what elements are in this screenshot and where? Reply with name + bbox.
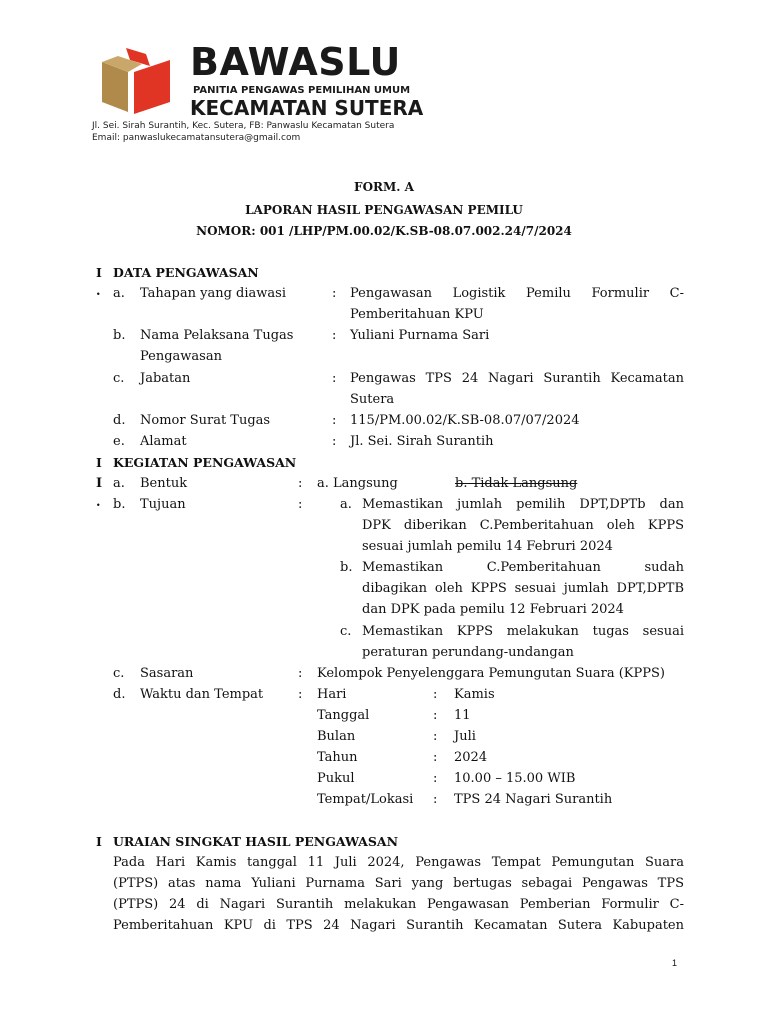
waktu-key: Tempat/Lokasi <box>317 792 414 807</box>
item-letter: d. <box>113 413 126 428</box>
bentuk-option-tidak-langsung: b. Tidak Langsung <box>455 476 578 491</box>
sasaran-value: Kelompok Penyelenggara Pemungutan Suara (KPPS) <box>317 666 665 681</box>
item-letter: a. <box>113 476 125 491</box>
waktu-key: Tanggal <box>317 708 370 723</box>
email-line: Email: panwaslukecamatansutera@gmail.com <box>92 133 301 143</box>
item-colon: : <box>332 328 337 343</box>
item-colon: : <box>332 286 337 301</box>
item-letter: c. <box>113 371 125 386</box>
item-value-cont: Pemberitahuan KPU <box>350 307 484 322</box>
tujuan-item-letter: b. <box>340 560 353 575</box>
waktu-colon: : <box>433 792 438 807</box>
waktu-value: TPS 24 Nagari Surantih <box>454 792 613 807</box>
form-label: FORM. A <box>354 180 414 194</box>
waktu-colon: : <box>433 687 438 702</box>
page-number: 1 <box>672 958 678 968</box>
waktu-value: Juli <box>454 729 476 744</box>
waktu-colon: : <box>433 729 438 744</box>
waktu-label: Waktu dan Tempat <box>140 687 264 702</box>
tujuan-item-line: dan DPK pada pemilu 12 Februari 2024 <box>362 602 624 617</box>
bentuk-roman: I <box>96 476 103 491</box>
address-line: Jl. Sei. Sirah Surantih, Kec. Sutera, FB: Panwaslu Kecamatan Sutera <box>92 121 395 131</box>
section2-title: KEGIATAN PENGAWASAN <box>113 455 297 470</box>
item-value: 115/PM.00.02/K.SB-08.07/07/2024 <box>350 413 580 428</box>
report-title: LAPORAN HASIL PENGAWASAN PEMILU <box>245 203 523 217</box>
item-label: Alamat <box>140 434 187 449</box>
item-label: Tahapan yang diawasi <box>140 286 286 301</box>
item-value: Jl. Sei. Sirah Surantih <box>350 434 494 449</box>
bentuk-option-langsung: a. Langsung <box>317 476 398 491</box>
item-colon: : <box>332 434 337 449</box>
item-colon: : <box>332 413 337 428</box>
tujuan-item-line: Memastikan KPPS melakukan tugas sesuai <box>362 624 684 639</box>
item-letter: b. <box>113 328 126 343</box>
item-label: Nama Pelaksana Tugas <box>140 328 294 343</box>
item-value: Pengawasan Logistik Pemilu Formulir C- <box>350 286 684 301</box>
section3-title: URAIAN SINGKAT HASIL PENGAWASAN <box>113 834 399 849</box>
summary-line: Pada Hari Kamis tanggal 11 Juli 2024, Pengawas Tempat Pemungutan Suara <box>113 855 684 870</box>
item-value-cont: Sutera <box>350 392 395 407</box>
tujuan-item-line: Memastikan jumlah pemilih DPT,DPTb dan <box>362 497 684 512</box>
item-colon: : <box>298 497 303 512</box>
sasaran-label: Sasaran <box>140 666 194 681</box>
waktu-colon: : <box>433 708 438 723</box>
bullet-dot: . <box>96 284 101 299</box>
section2-roman: I <box>96 455 102 470</box>
summary-line: (PTPS) atas nama Yuliani Purnama Sari yang bertugas sebagai Pengawas TPS <box>113 876 684 891</box>
item-colon: : <box>332 371 337 386</box>
report-number: NOMOR: 001 /LHP/PM.00.02/K.SB-08.07.002.24/7/2024 <box>196 224 572 238</box>
tujuan-item-line: peraturan perundang-undangan <box>362 645 574 660</box>
item-letter: e. <box>113 434 125 449</box>
tujuan-item-line: Memastikan C.Pemberitahuan sudah <box>362 560 684 575</box>
bentuk-label: Bentuk <box>140 476 188 491</box>
item-letter: c. <box>113 666 125 681</box>
waktu-value: 2024 <box>454 750 488 765</box>
waktu-colon: : <box>433 750 438 765</box>
bullet-dot: . <box>96 495 101 510</box>
section3-roman: I <box>96 834 102 849</box>
org-unit: KECAMATAN SUTERA <box>190 96 424 120</box>
waktu-value: 10.00 – 15.00 WIB <box>454 771 576 786</box>
section1-roman: I <box>96 265 102 280</box>
waktu-key: Tahun <box>317 750 358 765</box>
summary-line: (PTPS) 24 di Nagari Surantih melakukan Pengawasan Pemberian Formulir C- <box>113 897 684 912</box>
item-letter: b. <box>113 497 126 512</box>
waktu-key: Hari <box>317 687 347 702</box>
item-label: Jabatan <box>140 371 191 386</box>
item-label-cont: Pengawasan <box>140 349 222 364</box>
item-value: Yuliani Purnama Sari <box>350 328 490 343</box>
item-letter: d. <box>113 687 126 702</box>
item-label: Nomor Surat Tugas <box>140 413 271 428</box>
tujuan-label: Tujuan <box>140 497 186 512</box>
tujuan-item-letter: c. <box>340 624 352 639</box>
item-letter: a. <box>113 286 125 301</box>
bawaslu-logo <box>98 46 174 116</box>
tujuan-item-line: dibagikan oleh KPPS sesuai jumlah DPT,DPTB <box>362 581 684 596</box>
section1-title: DATA PENGAWASAN <box>113 265 259 280</box>
waktu-key: Pukul <box>317 771 355 786</box>
item-colon: : <box>298 666 303 681</box>
waktu-value: Kamis <box>454 687 495 702</box>
tujuan-item-line: sesuai jumlah pemilu 14 Februri 2024 <box>362 539 613 554</box>
waktu-key: Bulan <box>317 729 356 744</box>
org-subtitle: PANITIA PENGAWAS PEMILIHAN UMUM <box>193 85 411 96</box>
summary-line: Pemberitahuan KPU di TPS 24 Nagari Surantih Kecamatan Sutera Kabupaten <box>113 918 684 933</box>
tujuan-item-line: DPK diberikan C.Pemberitahuan oleh KPPS <box>362 518 684 533</box>
org-name: BAWASLU <box>190 40 401 84</box>
item-colon: : <box>298 687 303 702</box>
waktu-value: 11 <box>454 708 471 723</box>
item-colon: : <box>298 476 303 491</box>
waktu-colon: : <box>433 771 438 786</box>
tujuan-item-letter: a. <box>340 497 352 512</box>
item-value: Pengawas TPS 24 Nagari Surantih Kecamatan <box>350 371 684 386</box>
